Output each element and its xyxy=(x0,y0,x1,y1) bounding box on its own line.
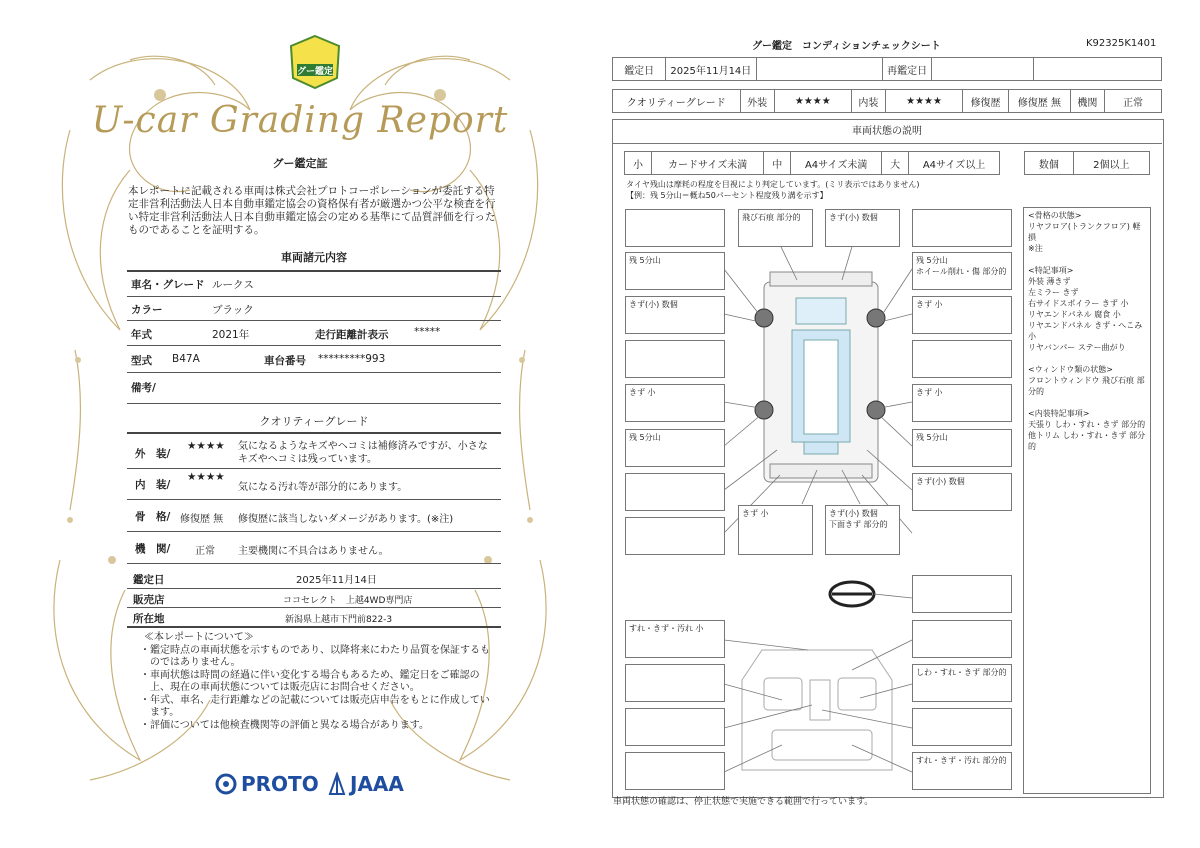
interior-label: 内 装/ xyxy=(135,479,171,491)
reappraisal-label: 再鑑定日 xyxy=(882,58,931,81)
tire-note: タイヤ残山は摩耗の程度を目視により判定しています。(ミリ表示ではありません) xyxy=(626,180,920,189)
divider xyxy=(127,468,501,469)
divider xyxy=(127,320,501,321)
size-small-desc: カードサイズ未満 xyxy=(652,152,764,175)
grade-label: クオリティーグレード xyxy=(613,90,741,113)
ext-label: 外装 xyxy=(740,90,774,113)
rear-left-wheel xyxy=(755,401,773,419)
note-line xyxy=(1028,397,1148,408)
shop-label: 販売店 xyxy=(133,594,165,606)
tire-example: 【例：残 5分山＝概ね50パーセント程度残り溝を示す】 xyxy=(626,191,828,200)
quality-grade-table xyxy=(612,89,1162,113)
engine-desc: 主要機関に不具合はありません。 xyxy=(238,546,389,557)
jaaa-logo xyxy=(328,772,404,796)
note-line: <ウィンドウ類の状態> xyxy=(1028,365,1113,374)
notice-item: ・車両状態は時間の経過に伴い変化する場合もあるため、鑑定日をご確認の上、現在の車両状態については販売店にお問合せください。 xyxy=(140,669,480,693)
note-line: ※注 xyxy=(1028,244,1043,253)
chassis-label: 車台番号 xyxy=(264,355,306,367)
divider xyxy=(127,296,501,297)
note-line: リヤフロア(トランクフロア) 軽損 xyxy=(1028,222,1141,242)
note-line: <内装特記事項> xyxy=(1028,409,1090,418)
notes-list xyxy=(1028,210,1148,452)
mark-box xyxy=(625,708,725,746)
mark-box xyxy=(625,340,725,378)
ext-stars: ★★★★ xyxy=(774,90,851,113)
remarks-label: 備考/ xyxy=(131,382,156,394)
color-value: ブラック xyxy=(212,304,254,316)
appraisal-date-table xyxy=(612,57,1162,81)
mileage-value: ***** xyxy=(414,326,441,338)
divider xyxy=(127,499,501,500)
report-notice xyxy=(138,632,498,732)
notice-title: ≪本レポートについて≫ xyxy=(144,632,254,643)
divider xyxy=(127,345,501,346)
mark-box: きず(小) 数個 xyxy=(825,209,900,247)
year-value: 2021年 xyxy=(212,329,250,341)
engine-label: 機 関/ xyxy=(135,543,171,555)
spec-section-title: 車両諸元内容 xyxy=(281,251,347,264)
note-line: 右サイドスポイラー きず 小 xyxy=(1028,299,1129,308)
size-large-desc: A4サイズ以上 xyxy=(909,152,1000,175)
proto-brand-text: PROTO xyxy=(241,772,319,796)
divider xyxy=(127,531,501,532)
interior-desc: 気になる汚れ等が部分的にあります。 xyxy=(238,482,408,493)
front-left-wheel xyxy=(755,309,773,327)
divider xyxy=(127,372,501,373)
note-line xyxy=(1028,353,1148,364)
note-line: 外装 薄きず xyxy=(1028,277,1071,286)
certificate-title: グー鑑定証 xyxy=(272,157,328,170)
date-value: 2025年11月14日 xyxy=(296,575,377,586)
mark-box: すれ・きず・汚れ 小 xyxy=(625,620,725,658)
engine-value: 正常 xyxy=(1105,90,1162,113)
count-desc: 2個以上 xyxy=(1073,152,1149,175)
model-value: B47A xyxy=(172,353,200,365)
exterior-stars: ★★★★ xyxy=(187,440,225,452)
divider xyxy=(127,403,501,404)
frame-value: 修復歴 無 xyxy=(180,514,224,525)
interior-outline xyxy=(742,650,892,770)
notice-item: ・年式、車名、走行距離などの記載については販売店申告をもとに作成しています。 xyxy=(140,694,490,718)
divider xyxy=(127,626,501,628)
appraisal-date-value: 2025年11月14日 xyxy=(666,58,757,81)
divider xyxy=(127,563,501,564)
address-label: 所在地 xyxy=(133,613,165,625)
note-line: リヤエンドパネル 腐食 小 xyxy=(1028,310,1121,319)
mark-box: 飛び石痕 部分的 xyxy=(738,209,813,247)
mark-box xyxy=(912,620,1012,658)
year-label: 年式 xyxy=(131,329,152,341)
mileage-label: 走行距離計表示 xyxy=(315,329,389,341)
sheet-footer: 車両状態の確認は、停止状態で実施できる範囲で行っています。 xyxy=(613,797,874,807)
status-title: 車両状態の説明 xyxy=(612,121,1162,144)
jaaa-mark-icon xyxy=(328,772,346,796)
report-script-title: U-car Grading Report xyxy=(91,100,509,141)
note-line xyxy=(1028,254,1148,265)
mark-box: きず(小) 数個 xyxy=(625,296,725,334)
exterior-desc: 気になるようなキズやヘコミは補修済みですが、小さなキズやヘコミは残っています。 xyxy=(238,441,488,465)
mark-box xyxy=(625,517,725,555)
note-line: <特記事項> xyxy=(1028,266,1074,275)
mark-box: きず 小 xyxy=(625,384,725,422)
mark-box: 残 5分山 xyxy=(912,429,1012,467)
color-label: カラー xyxy=(131,304,163,316)
notice-item: ・鑑定時点の車両状態を示すものであり、以降将来にわたり品質を保証するものではありません。 xyxy=(140,644,490,668)
proto-mark-icon xyxy=(215,773,237,795)
notice-item: ・評価については他検査機関等の評価と異なる場合があります。 xyxy=(140,719,429,731)
sheet-title: グー鑑定 コンディションチェックシート xyxy=(752,41,941,52)
rear-right-wheel xyxy=(867,401,885,419)
int-label: 内装 xyxy=(851,90,885,113)
frame-label: 骨 格/ xyxy=(135,511,171,523)
repair-value: 修復歴 無 xyxy=(1009,90,1071,113)
exterior-car-outline xyxy=(764,272,878,482)
size-mid-desc: A4サイズ未満 xyxy=(791,152,882,175)
mark-box: しわ・すれ・きず 部分的 xyxy=(912,664,1012,702)
logo-text: グー鑑定 xyxy=(296,67,333,77)
count-label: 数個 xyxy=(1025,152,1074,175)
size-mid: 中 xyxy=(764,152,791,175)
note-line: 天張り しわ・すれ・きず 部分的 xyxy=(1028,420,1146,429)
note-line: 左ミラー きず xyxy=(1028,288,1079,297)
interior-stars: ★★★★ xyxy=(187,471,225,483)
note-line: <骨格の状態> xyxy=(1028,211,1082,220)
count-legend-table xyxy=(1024,151,1150,175)
note-line: フロントウィンドウ 飛び石痕 部分的 xyxy=(1028,376,1145,396)
mark-box: きず(小) 数個 下面きず 部分的 xyxy=(825,505,900,555)
engine-label: 機関 xyxy=(1070,90,1104,113)
name-label: 車名・グレード xyxy=(131,279,205,291)
mark-box xyxy=(912,575,1012,613)
steering-wheel-icon xyxy=(830,582,874,606)
name-value: ルークス xyxy=(212,279,254,291)
mark-box xyxy=(912,209,1012,247)
front-right-wheel xyxy=(867,309,885,327)
proto-logo xyxy=(215,772,319,796)
size-legend-table xyxy=(624,151,1000,175)
divider xyxy=(127,270,501,272)
sheet-id: K92325K1401 xyxy=(1086,38,1157,49)
mark-box: 残 5分山 ホイール削れ・傷 部分的 xyxy=(912,252,1012,290)
engine-value: 正常 xyxy=(195,546,215,557)
divider xyxy=(127,607,501,608)
mark-box xyxy=(625,209,725,247)
mark-box: きず 小 xyxy=(738,505,813,555)
jaaa-brand-text: JAAA xyxy=(350,772,404,796)
mark-box: すれ・きず・汚れ 部分的 xyxy=(912,752,1012,790)
empty-cell xyxy=(756,58,882,81)
note-line: リヤエンドパネル きず・へこみ 小 xyxy=(1028,321,1143,341)
appraisal-date-label: 鑑定日 xyxy=(613,58,666,81)
mark-box: きず 小 xyxy=(912,384,1012,422)
note-line: 他トリム しわ・すれ・きず 部分的 xyxy=(1028,431,1146,451)
chassis-value: *********993 xyxy=(318,353,386,365)
size-small: 小 xyxy=(625,152,652,175)
repair-label: 修復歴 xyxy=(963,90,1009,113)
size-large: 大 xyxy=(882,152,909,175)
frame-desc: 修復歴に該当しないダメージがあります。(※注) xyxy=(238,514,454,525)
mark-box: きず 小 xyxy=(912,296,1012,334)
note-line: リヤバンパー ステー曲がり xyxy=(1028,343,1126,352)
model-label: 型式 xyxy=(131,355,152,367)
mark-box: きず(小) 数個 xyxy=(912,473,1012,511)
quality-section-title: クオリティーグレード xyxy=(259,415,369,428)
certificate-statement: 本レポートに記載される車両は株式会社プロトコーポレーションが委託する特定非営利活動法人日本自動車鑑定協会の資格保有者が厳選かつ公平な検査を行い特定非営利活動法人日本自動車鑑定協会の定める基準にて品質評価を行ったものであることを証明する。 xyxy=(128,185,496,236)
address-value: 新潟県上越市下門前822-3 xyxy=(285,615,393,625)
goo-appraisal-logo xyxy=(287,34,343,90)
reappraisal-value xyxy=(932,58,1034,81)
mark-box: 残 5分山 xyxy=(625,252,725,290)
mark-box xyxy=(625,473,725,511)
mark-box xyxy=(625,752,725,790)
int-stars: ★★★★ xyxy=(886,90,963,113)
mark-box: 残 5分山 xyxy=(625,429,725,467)
divider xyxy=(127,588,501,589)
mark-box xyxy=(912,708,1012,746)
mark-box xyxy=(625,664,725,702)
empty-cell xyxy=(1034,58,1162,81)
exterior-label: 外 装/ xyxy=(135,448,171,460)
mark-box xyxy=(912,340,1012,378)
date-label: 鑑定日 xyxy=(133,574,165,586)
divider xyxy=(127,432,501,434)
shop-value: ココセレクト 上越4WD専門店 xyxy=(283,596,413,606)
